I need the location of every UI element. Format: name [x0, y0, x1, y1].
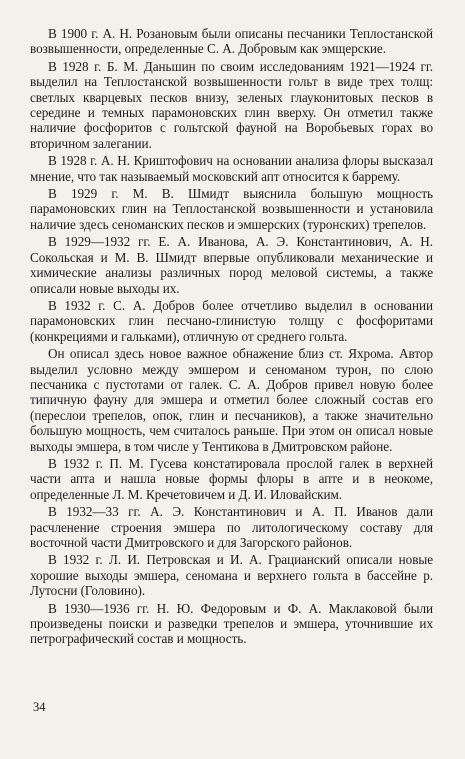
page-number: 34 — [33, 700, 46, 714]
paragraph-danshin-1928: В 1928 г. Б. М. Даньшин по своим исследованиям 1921—1924 гг. выделил на Теплостанской возвышенности гольт в виде трех толщ: светлых кварцевых песков внизу, зеленых глауконитовых песков в середине и темных парамоновских глин вверху. Он отметил также наличие фосфоритов с гольтской фауной на Воробьевых горах во вторичном залегании. — [30, 58, 433, 151]
paragraph-guseva-1932: В 1932 г. П. М. Гусева констатировала прослой галек в верхней части апта и нашла новые формы флоры в апте и в неокоме, определенные Л. М. Кречетовичем и Д. И. Иловайским. — [30, 455, 433, 502]
paragraph-rozanov-1900: В 1900 г. А. Н. Розановым были описаны песчаники Теплостанской возвышенности, определенные С. А. Добровым как эмщерские. — [30, 26, 433, 57]
paragraph-dobrov-1932: В 1932 г. С. А. Добров более отчетливо выделил в основании парамоновских глин песчано-глинистую толщу с фосфоритами (конкрециями и гальками), отличную от среднего гольта. — [30, 297, 433, 344]
paragraph-petrovskaya-1932: В 1932 г. Л. И. Петровская и И. А. Грацианский описали новые хорошие выходы эмшера, сеномана и верхнего гольта в бассейне р. Лутосни (Головино). — [30, 552, 433, 599]
paragraph-fedorov-1930: В 1930—1936 гг. Н. Ю. Федоровым и Ф. А. Маклаковой были произведены поиски и разведки трепелов и эмшера, уточнившие их петрографический состав и мощность. — [30, 600, 433, 647]
paragraph-ivanova-1929: В 1929—1932 гг. Е. А. Иванова, А. Э. Константинович, А. Н. Сокольская и М. В. Шмидт впервые опубликовали механические и химические анализы различных пород меловой системы, а также описали новые выходы их. — [30, 234, 433, 296]
paragraph-krishtofovich-1928: В 1928 г. А. Н. Криштофович на основании анализа флоры высказал мнение, что так называемый московский апт относится к баррему. — [30, 153, 433, 184]
paragraph-konstantinovich-1932: В 1932—33 гг. А. Э. Константинович и А. П. Иванов дали расчленение строения эмшера по литологическому составу для восточной части Дмитровского и для Загорского районов. — [30, 504, 433, 550]
paragraph-shmidt-1929: В 1929 г. М. В. Шмидт выяснила большую мощность парамоновских глин на Теплостанской возвышенности и установила наличие здесь сеноманских песков и эмшерских (туронских) трепелов. — [30, 186, 433, 232]
paragraph-yakhroma-outcrop: Он описал здесь новое важное обнажение близ ст. Яхрома. Автор выделил условно между эмшером и сеноманом турон, по слою песчаника с пустотами от галек. С. А. Добров привел новую более типичную фауну для эмшера и отметил более сложный состав его (переслои трепелов, опок, глин и песчаников), а также значительно большую мощность, чем считалось раньше. При этом он описал новые выходы эмшера, в том числе у Тентикова в Дмитровском районе. — [30, 346, 433, 454]
